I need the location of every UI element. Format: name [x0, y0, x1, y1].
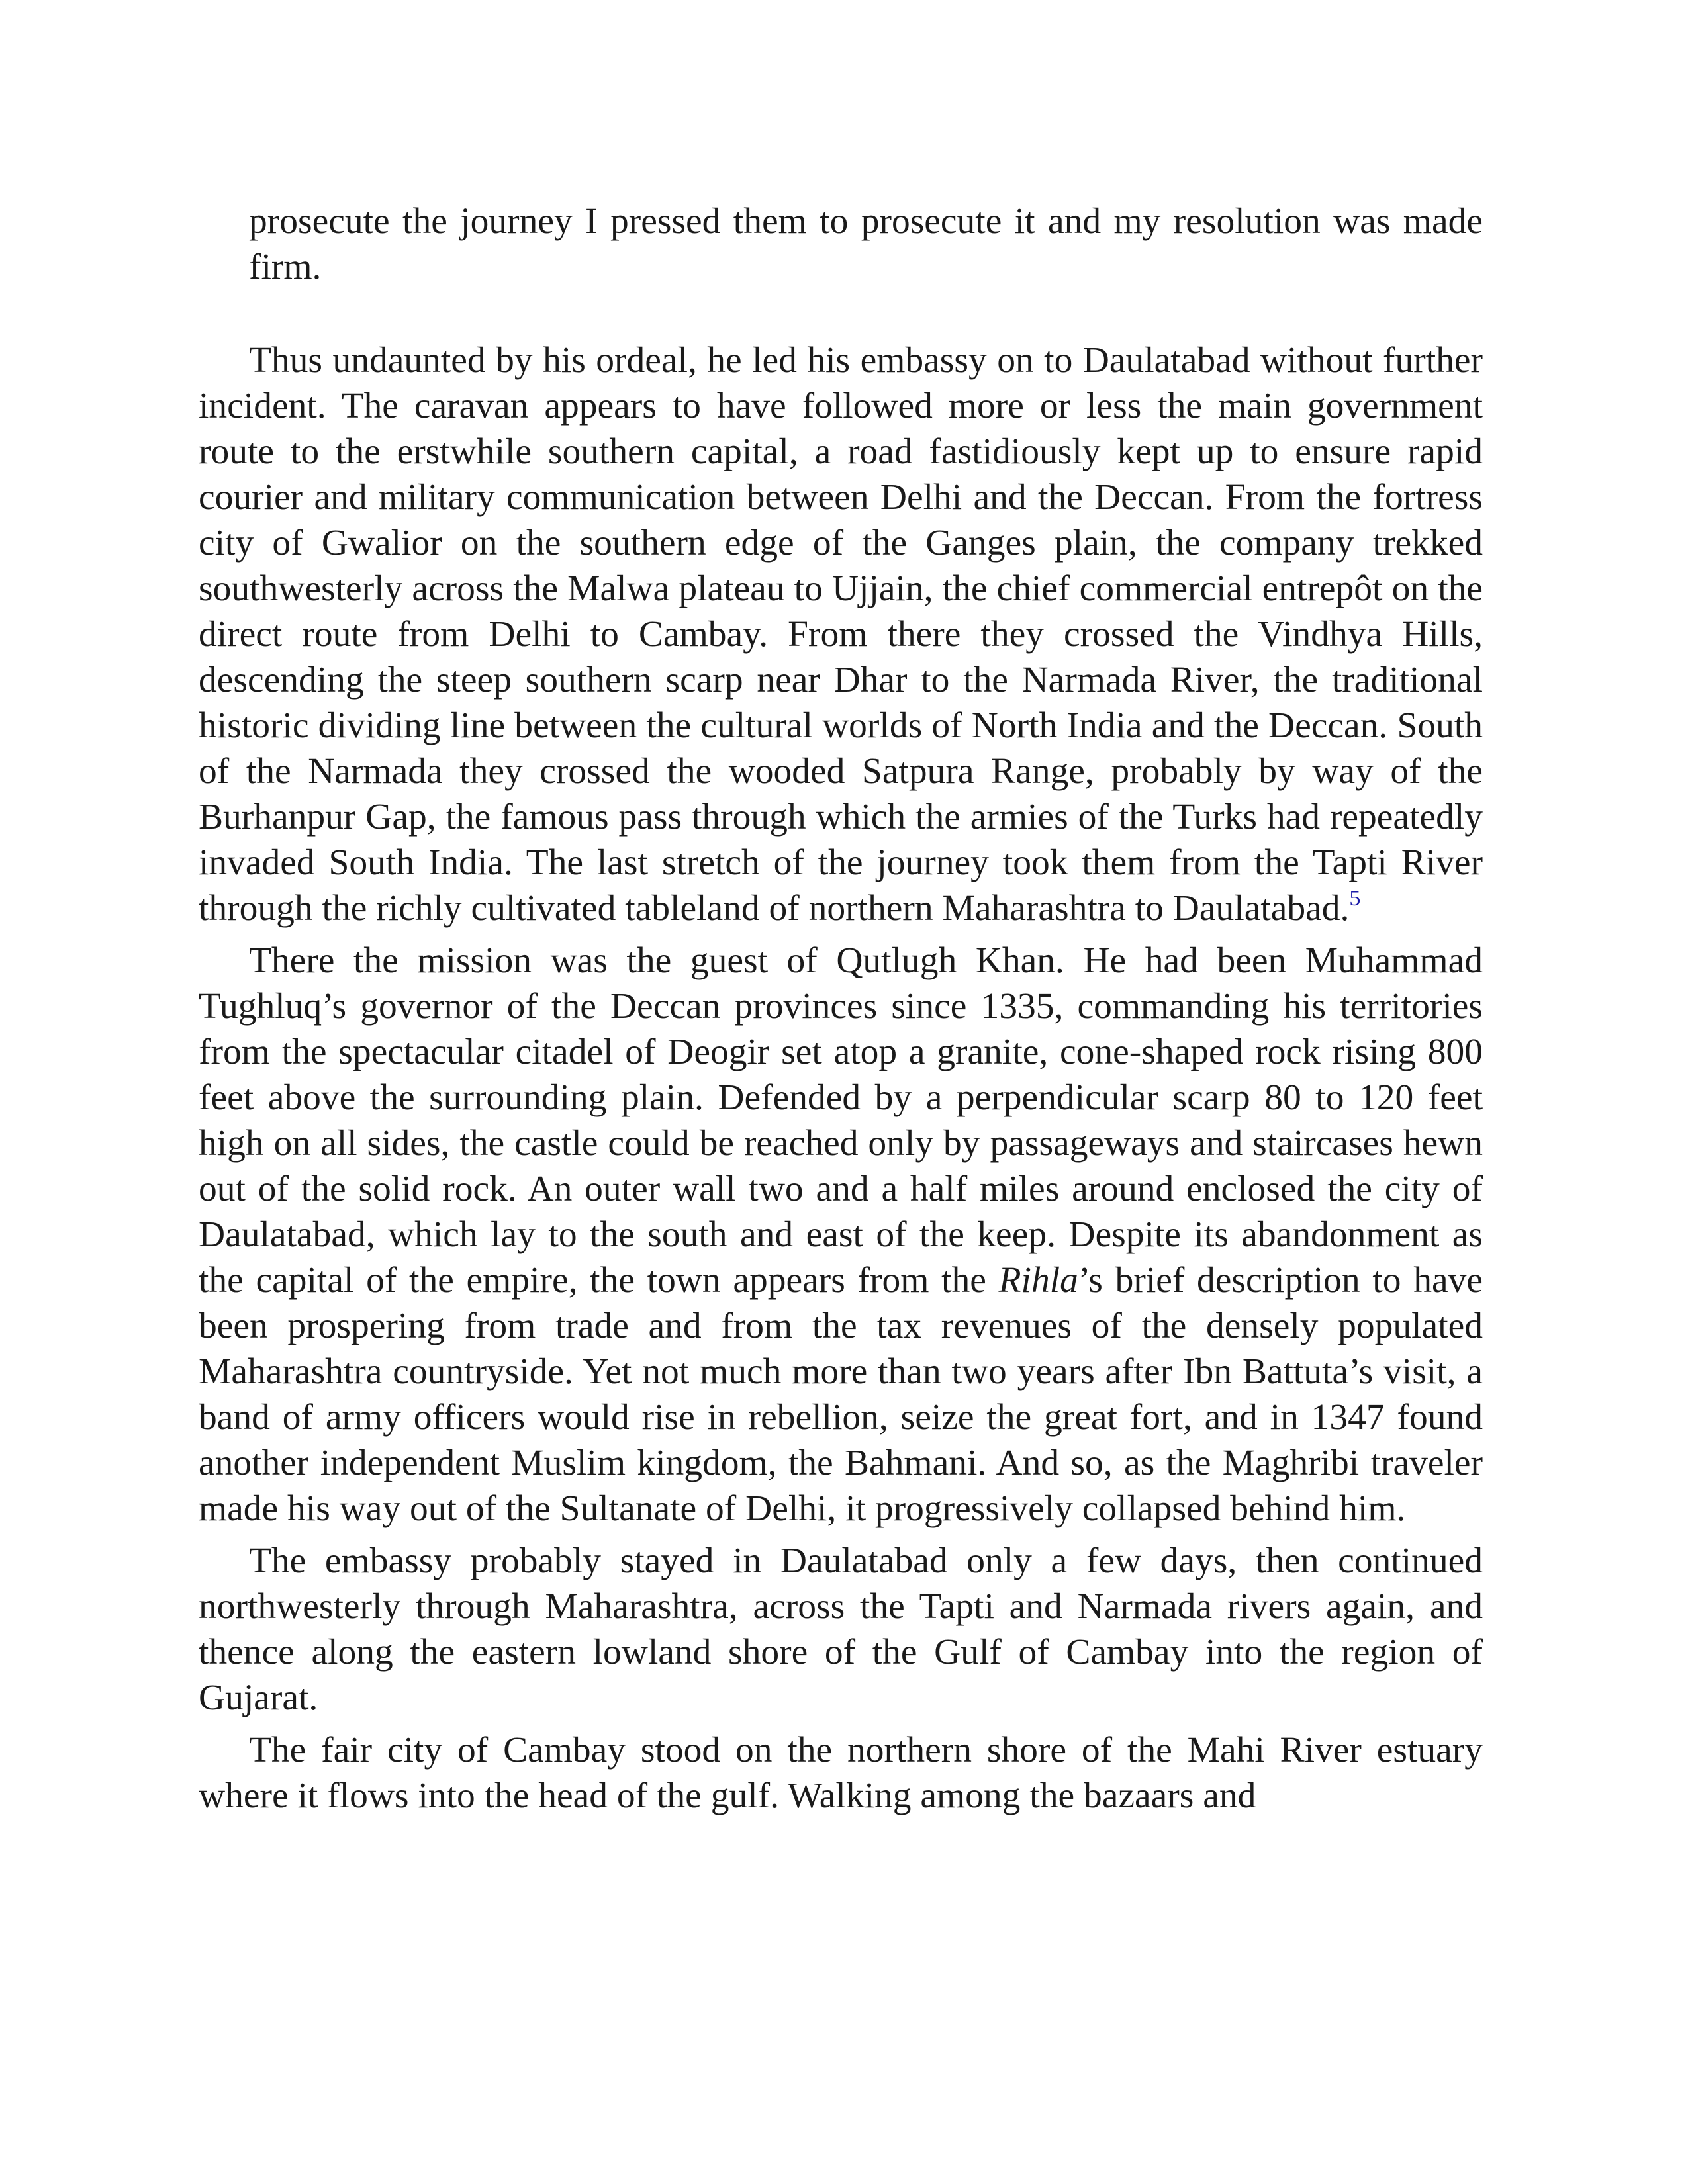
paragraph-cambay: The fair city of Cambay stood on the northern shore of the Mahi River estuary where it flows into the head of the gulf. Walking among the bazaars and: [199, 1730, 1483, 1816]
paragraph-gap: [199, 1531, 1483, 1538]
paragraph-gap: [199, 1721, 1483, 1727]
footnote-marker[interactable]: 5: [1349, 886, 1361, 911]
paragraph-text: There the mission was the guest of Qutlugh Khan. He had been Muhammad Tughluq’s governor of the Deccan provinces since 1335, commanding his territories from the spectacular citadel of Deogir set atop a granite, cone-shaped rock rising 800 feet above the surrounding plain. Defended by a perpendicular scarp 80 to 120 feet high on all sides, the castle could be reached only by passageways and staircases hewn out of the solid rock. An outer wall two and a half miles around enclosed the city of Daulatabad, which lay to the south and east of the keep. Despite its abandonment as the capital of the empire, the town appears from the: [199, 940, 1483, 1300]
page-body: [199, 199, 1483, 1819]
blockquote-continuation: prosecute the journey I pressed them to prosecute it and my resolution was made firm.: [249, 201, 1483, 287]
paragraph-qutlugh-khan: [199, 938, 1483, 1531]
paragraph-gap: [199, 931, 1483, 938]
italic-title-rihla: Rihla: [998, 1260, 1078, 1300]
paragraph-embassy-stay: The embassy probably stayed in Daulatabad only a few days, then continued northwesterly through Maharashtra, across the Tapti and Narmada rivers again, and thence along the eastern lowland shore of the Gulf of Cambay into the region of Gujarat.: [199, 1541, 1483, 1718]
paragraph-text: ’s brief description to have been prospering from trade and from the tax revenues of the densely populated Maharashtra countryside. Yet not much more than two years after Ibn Battuta’s visit, a band of army officers would rise in rebellion, seize the great fort, and in 1347 found another independent Muslim kingdom, the Bahmani. And so, as the Maghribi traveler made his way out of the Sultanate of Delhi, it progressively collapsed behind him.: [199, 1260, 1483, 1529]
paragraph-text: Thus undaunted by his ordeal, he led his embassy on to Daulatabad without further incident. The caravan appears to have followed more or less the main government route to the erstwhile southern capital, a road fastidiously kept up to ensure rapid courier and military communication between Delhi and the Deccan. From the fortress city of Gwalior on the southern edge of the Ganges plain, the company trekked southwesterly across the Malwa plateau to Ujjain, the chief commercial entrepôt on the direct route from Delhi to Cambay. From there they crossed the Vindhya Hills, descending the steep southern scarp near Dhar to the Narmada River, the traditional historic dividing line between the cultural worlds of North India and the Deccan. South of the Narmada they crossed the wooded Satpura Range, probably by way of the Burhanpur Gap, the famous pass through which the armies of the Turks had repeatedly invaded South India. The last stretch of the journey took them from the Tapti River through the richly cultivated tableland of northern Maharashtra to Daulatabad.: [199, 340, 1483, 929]
paragraph-journey-to-daulatabad: [199, 338, 1483, 931]
section-gap: [199, 290, 1483, 338]
